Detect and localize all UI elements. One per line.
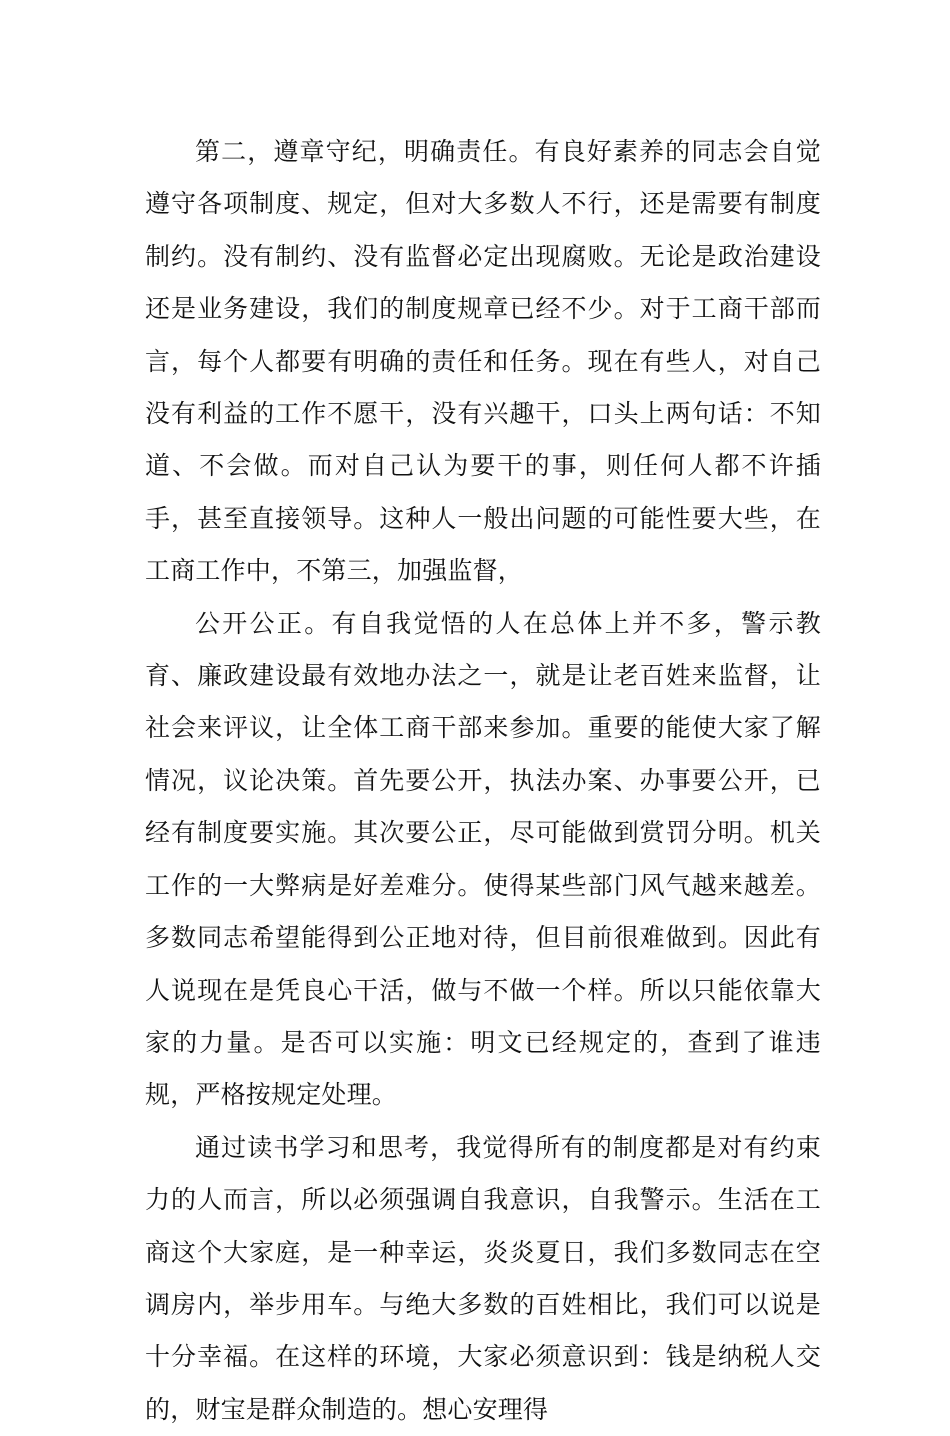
document-body	[145, 126, 821, 1436]
paragraph-discipline: 第二，遵章守纪，明确责任。有良好素养的同志会自觉遵守各项制度、规定，但对大多数人不行，还是需要有制度制约。没有制约、没有监督必定出现腐败。无论是政治建设还是业务建设，我们的制度规章已经不少。对于工商干部而言，每个人都要有明确的责任和任务。现在有些人，对自己没有利益的工作不愿干，没有兴趣干，口头上两句话：不知道、不会做。而对自己认为要干的事，则任何人都不许插手，甚至直接领导。这种人一般出问题的可能性要大些，在工商工作中，不第三，加强监督，	[145, 137, 821, 586]
paragraph-reflection: 通过读书学习和思考，我觉得所有的制度都是对有约束力的人而言，所以必须强调自我意识，自我警示。生活在工商这个大家庭，是一种幸运，炎炎夏日，我们多数同志在空调房内，举步用车。与绝大多数的百姓相比，我们可以说是十分幸福。在这样的环境，大家必须意识到：钱是纳税人交的，财宝是群众制造的。想心安理得	[145, 1132, 821, 1424]
paragraph-openness: 公开公正。有自我觉悟的人在总体上并不多，警示教育、廉政建设最有效地办法之一，就是让老百姓来监督，让社会来评议，让全体工商干部来参加。重要的能使大家了解情况，议论决策。首先要公开，执法办案、办事要公开，已经有制度要实施。其次要公正，尽可能做到赏罚分明。机关工作的一大弊病是好差难分。使得某些部门风气越来越差。多数同志希望能得到公正地对待，但目前很难做到。因此有人说现在是凭良心干活，做与不做一个样。所以只能依靠大家的力量。是否可以实施：明文已经规定的，查到了谁违规，严格按规定处理。	[145, 608, 821, 1110]
